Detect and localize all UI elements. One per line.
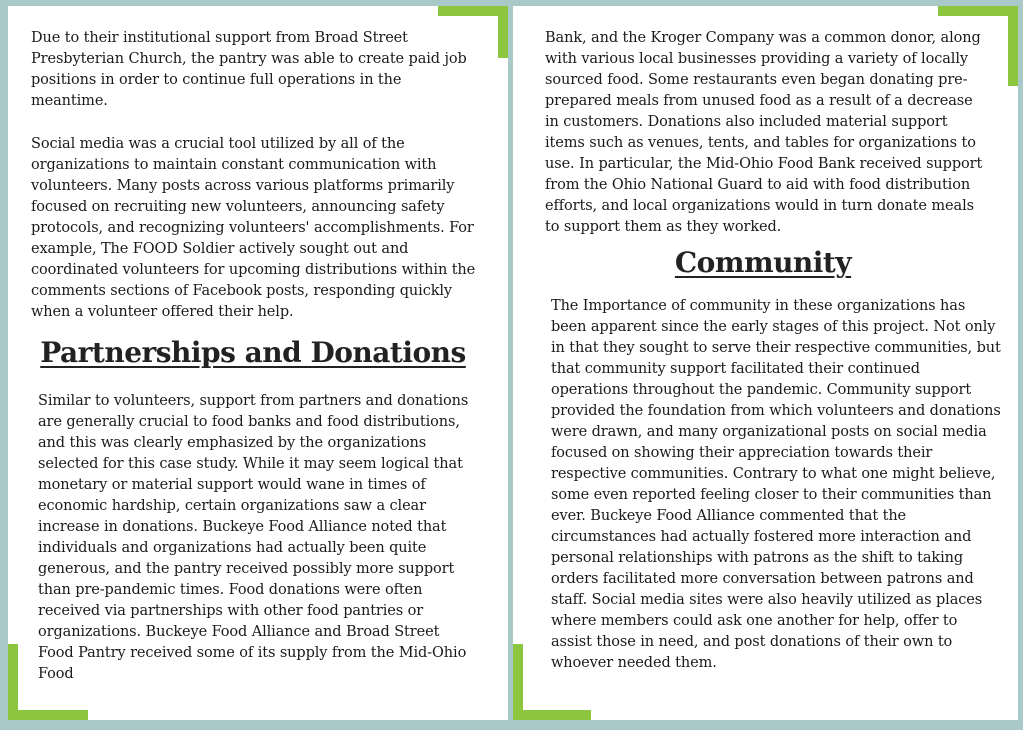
paragraph-donations-continued: Bank, and the Kroger Company was a common donor, along with various local businesses providing a variety of locally sourced food. Some restaurants even began donating pre-prepared meals from unused food as a result of a decrease in customers. Donations also included material support items such as venues, tents, and tables for organizations to use. In particular, the Mid-Ohio Food Bank received support from the Ohio National Guard to aid with food distribution efforts, and local organizations would in turn donate meals to support them as they worked. (545, 30, 983, 235)
corner-accent-bottom-left (513, 710, 591, 720)
corner-accent-top-right-vertical (498, 6, 508, 58)
corner-accent-bottom-left-vertical (8, 644, 18, 720)
left-page (8, 6, 508, 720)
paragraph-community: The Importance of community in these organizations has been apparent since the early stages of this project. Not only in that they sought to serve their respective communities, but that community support facilitated their continued operations throughout the pandemic. Community support provided the foundation from which volunteers and donations were drawn, and many organizational posts on social media focused on showing their appreciation towards their respective communities. Contrary to what one might believe, some even reported feeling closer to their communities than ever. Buckeye Food Alliance commented that the circumstances had actually fostered more interaction and personal relationships with patrons as the shift to taking orders facilitated more conversation between patrons and staff. Social media sites were also heavily utilized as places where members could ask one another for help, offer to assist those in need, and post donations of their own to whoever needed them. (551, 298, 1001, 671)
corner-accent-bottom-left-vertical (513, 644, 523, 720)
section-heading-community: Community (674, 246, 852, 279)
paragraph-partnerships: Similar to volunteers, support from partners and donations are generally crucial to food banks and food distributions, and this was clearly emphasized by the organizations selected for this case study. While it may seem logical that monetary or material support would wane in times of economic hardship, certain organizations saw a clear increase in donations. Buckeye Food Alliance noted that individuals and organizations had actually been quite generous, and the pantry received possibly more support than pre-pandemic times. Food donations were often received via partnerships with other food pantries or organizations. Buckeye Food Alliance and Broad Street Food Pantry received some of its supply from the Mid-Ohio Food (38, 393, 469, 682)
paragraph-social-media: Social media was a crucial tool utilized by all of the organizations to maintain constant communication with volunteers. Many posts across various platforms primarily focused on recruiting new volunteers, announcing safety protocols, and recognizing volunteers' accomplishments. For example, The FOOD Soldier actively sought out and coordinated volunteers for upcoming distributions within the comments sections of Facebook posts, responding quickly when a volunteer offered their help. (31, 136, 476, 320)
corner-accent-top-right-vertical (1008, 6, 1018, 86)
corner-accent-top-right (938, 6, 1018, 16)
right-page (513, 6, 1018, 720)
section-heading-partnerships: Partnerships and Donations (40, 336, 466, 369)
corner-accent-bottom-left (8, 710, 88, 720)
paragraph-church-support: Due to their institutional support from Broad Street Presbyterian Church, the pantry was able to create paid job positions in order to continue full operations in the meantime. (31, 30, 467, 109)
